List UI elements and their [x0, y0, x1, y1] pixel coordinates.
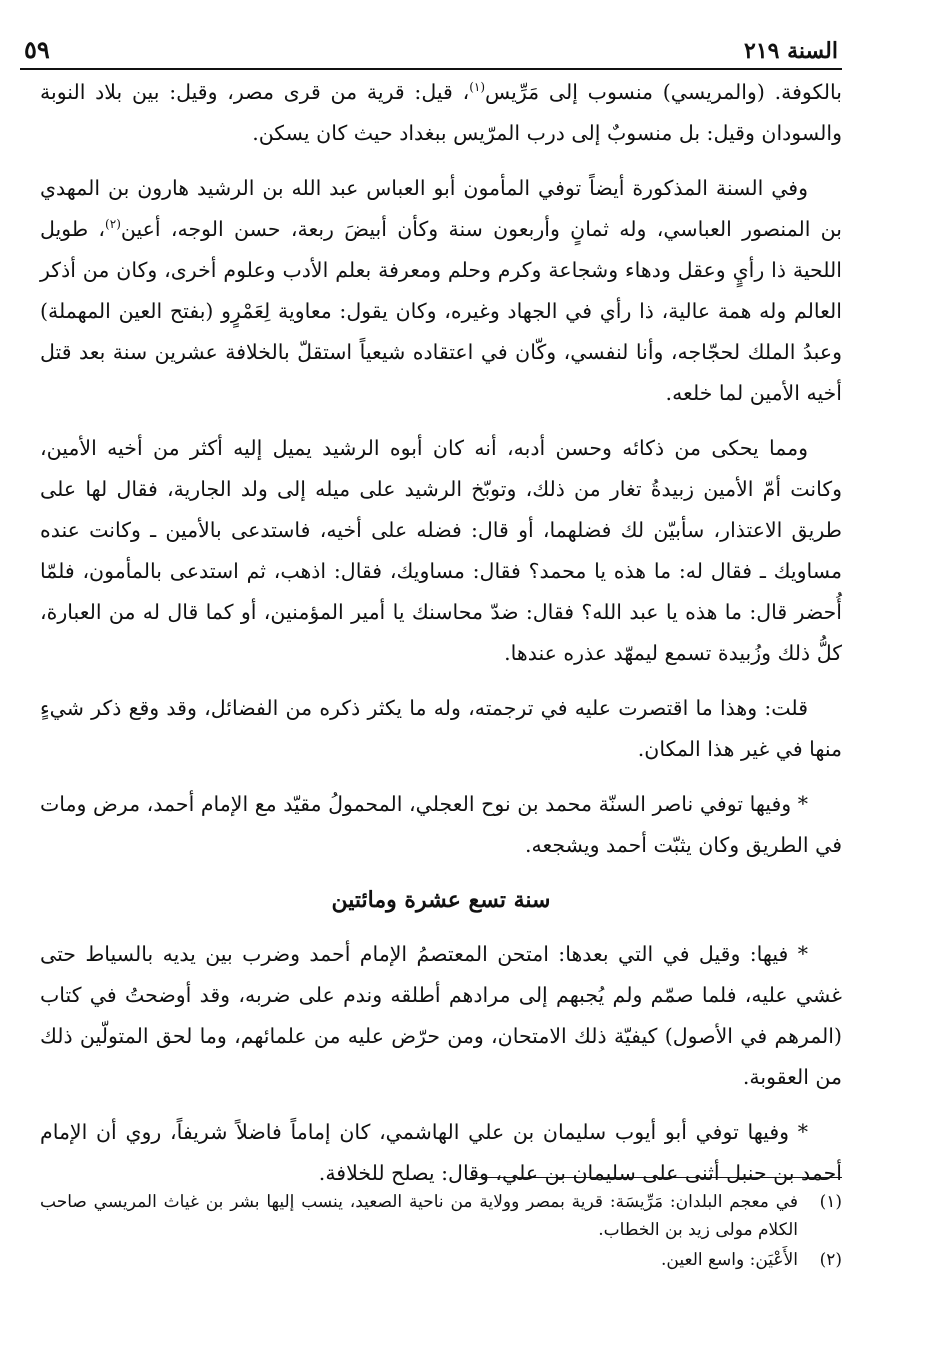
paragraph-text: بالكوفة. (والمريسي) منسوب إلى مَرِّيس	[485, 80, 842, 104]
paragraph-text: ومما يحكى من ذكائه وحسن أدبه، أنه كان أبوه الرشيد يميل إليه أكثر من أخيه الأمين، وكانت أمّ الأمين زبيدةُ تغار من ذلك، وتوبّخ الرشيد على ميله إلى ولد الجارية، فقال لها على طريق الاعتذار، سأبيّن لك فضلهما، أو قال: فضله على أخيه، فاستدعى بالأمين ـ وكانت عنده مساويك ـ فقال له: ما هذه يا محمد؟ فقال: مساويك، فقال: اذهب، ثم استدعى بالمأمون، فلمّا أُحضر قال: ما هذه يا عبد الله؟ فقال: ضدّ محاسنك يا أمير المؤمنين، أو كما قال له من العبارة، كلُّ ذلك وزُبيدة تسمع ليمهّد عذره عندها.	[40, 436, 842, 665]
page-header	[20, 28, 842, 70]
footnote-item	[40, 1188, 842, 1244]
paragraph-text: وفي السنة المذكورة أيضاً توفي المأمون أبو العباس عبد الله بن الرشيد هارون بن المهدي بن المنصور العباسي، وله ثمانٍ وأربعون سنة وكأن أبيضَ ربعة، حسن الوجه، أعين	[40, 176, 842, 241]
paragraph-sulayman: * وفيها توفي أبو أيوب سليمان بن علي الهاشمي، كان إماماً فاضلاً شريفاً، روي أن الإمام أحمد بن حنبل أثنى على سليمان بن علي، وقال: يصلح للخلافة.	[40, 1120, 842, 1185]
paragraph-remark	[40, 688, 842, 770]
footnote-ref: (١)	[469, 80, 486, 95]
footnote-separator	[470, 1177, 842, 1178]
paragraph-imam-ahmad: * فيها: وقيل في التي بعدها: امتحن المعتصمُ الإمام أحمد وضرب بين يديه بالسياط حتى غشي عليه، فلما صمّم ولم يُجبهم إلى مرادهم أطلقه وندم على ضربه، وقد أوضحتُ في كتاب (المرهم في الأصول) كيفيّة ذلك الامتحان، ومن حرّض عليه من علمائهم، وما لحق المتولّين ذلك من العقوبة.	[40, 942, 842, 1089]
paragraph-ibn-nuh	[40, 784, 842, 866]
paragraph-mamun-death	[40, 168, 842, 414]
paragraph-anecdote	[40, 428, 842, 674]
paragraph-text: ، طويل اللحية ذا رأيٍ وعقل ودهاء وشجاعة وكرم وحلم ومعرفة بعلم الأدب وعلوم أخرى، وكان من أذكر العالم وله همة عالية، ذا رأي في الجهاد وغيره، وكان يقول: معاوية لِعَمْرٍو (بفتح العين المهملة) وعبدُ الملك لحجّاجه، وأنا لنفسي، وكّان في اعتقاده شيعياً استقلّ بالخلافة عشرين سنة بعد قتل أخيه الأمين لما خلعه.	[40, 217, 842, 405]
main-text	[40, 72, 842, 1208]
paragraph-continuation	[40, 72, 842, 154]
paragraph-text: * وفيها توفي ناصر السنّة محمد بن نوح العجلي، المحمولُ مقيّد مع الإمام أحمد، مرض ومات في الطريق وكان يثبّت أحمد ويشجعه.	[40, 792, 842, 857]
page-number: ٥٩	[24, 35, 50, 64]
paragraph-text: قلت: وهذا ما اقتصرت عليه في ترجمته، وله ما يكثر ذكره من الفضائل، وقد وقع ذكر شيءٍ منها في غير هذا المكان.	[40, 696, 842, 761]
footnote-text: الأَعْيَن: واسع العين.	[661, 1250, 798, 1270]
footnote-item	[40, 1246, 842, 1274]
footnotes	[40, 1188, 842, 1276]
footnote-text: في معجم البلدان: مَرِّيسَة: قرية بمصر وولاية من ناحية الصعيد، ينسب إليها بشر بن غياث المريسي صاحب الكلام مولى زيد بن الخطاب.	[40, 1192, 798, 1240]
footnote-number: (١)	[819, 1192, 842, 1212]
section-heading: سنة تسع عشرة ومائتين	[331, 887, 551, 913]
running-title: السنة ٢١٩	[744, 38, 838, 64]
paragraph-text: ، قيل: قرية من قرى مصر، وقيل: بين بلاد النوبة والسودان وقيل: بل منسوبٌ إلى درب المرّيس ببغداد حيث كان يسكن.	[40, 80, 842, 145]
footnote-ref: (٢)	[105, 217, 121, 232]
footnote-number: (٢)	[819, 1250, 842, 1270]
